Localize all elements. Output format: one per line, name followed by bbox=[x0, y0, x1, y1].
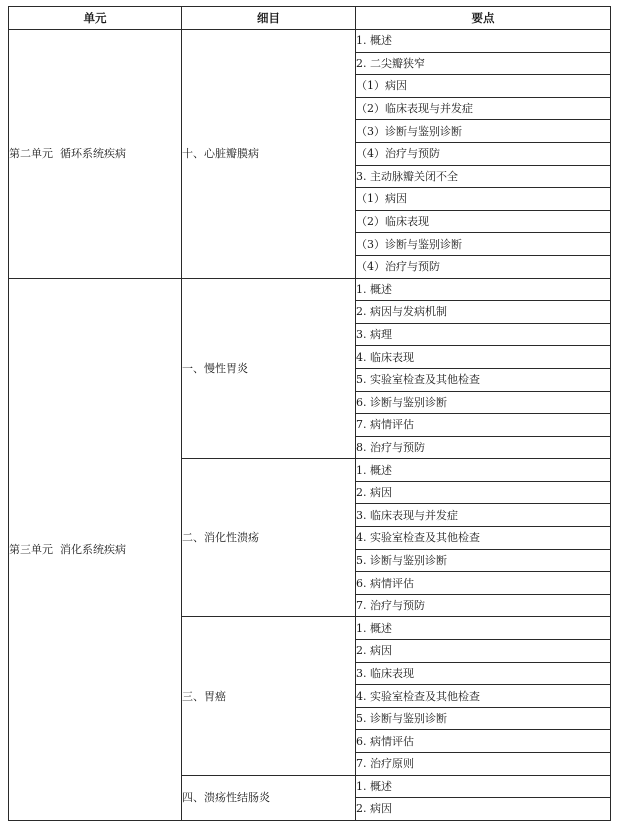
point-cell: 2. 病因 bbox=[356, 481, 611, 504]
point-cell: 2. 病因 bbox=[356, 798, 611, 821]
point-cell: 1. 概述 bbox=[356, 775, 611, 798]
point-cell: 7. 治疗与预防 bbox=[356, 594, 611, 617]
unit-cell bbox=[9, 30, 182, 279]
header-unit: 单元 bbox=[9, 7, 182, 30]
point-cell: 1. 概述 bbox=[356, 459, 611, 482]
point-cell: 6. 病情评估 bbox=[356, 730, 611, 753]
syllabus-table bbox=[8, 6, 611, 821]
point-cell: （3）诊断与鉴别诊断 bbox=[356, 233, 611, 256]
point-cell: 4. 实验室检查及其他检查 bbox=[356, 685, 611, 708]
table-body bbox=[9, 30, 611, 821]
point-cell: 1. 概述 bbox=[356, 278, 611, 301]
detail-cell: 四、溃疡性结肠炎 bbox=[182, 775, 356, 820]
point-cell: 3. 临床表现 bbox=[356, 662, 611, 685]
point-cell: 5. 诊断与鉴别诊断 bbox=[356, 549, 611, 572]
header-points: 要点 bbox=[356, 7, 611, 30]
point-cell: （1）病因 bbox=[356, 188, 611, 211]
table-row bbox=[9, 30, 611, 53]
detail-cell: 二、消化性溃疡 bbox=[182, 459, 356, 617]
point-cell: 1. 概述 bbox=[356, 617, 611, 640]
point-cell: 5. 诊断与鉴别诊断 bbox=[356, 707, 611, 730]
detail-cell: 一、慢性胃炎 bbox=[182, 278, 356, 459]
point-cell: （4）治疗与预防 bbox=[356, 142, 611, 165]
detail-cell: 十、心脏瓣膜病 bbox=[182, 30, 356, 279]
point-cell: （1）病因 bbox=[356, 75, 611, 98]
detail-cell: 三、胃癌 bbox=[182, 617, 356, 775]
point-cell: （2）临床表现与并发症 bbox=[356, 97, 611, 120]
point-cell: 2. 病因与发病机制 bbox=[356, 301, 611, 324]
point-cell: （2）临床表现 bbox=[356, 210, 611, 233]
point-cell: 6. 诊断与鉴别诊断 bbox=[356, 391, 611, 414]
point-cell: （4）治疗与预防 bbox=[356, 255, 611, 278]
table-row bbox=[9, 278, 611, 301]
point-cell: 7. 治疗原则 bbox=[356, 753, 611, 776]
point-cell: 3. 病理 bbox=[356, 323, 611, 346]
point-cell: 4. 临床表现 bbox=[356, 346, 611, 369]
unit-label: 第三单元 消化系统疾病 bbox=[9, 542, 126, 556]
header-detail: 细目 bbox=[182, 7, 356, 30]
point-cell: 2. 病因 bbox=[356, 640, 611, 663]
point-cell: 3. 临床表现与并发症 bbox=[356, 504, 611, 527]
point-cell: 7. 病情评估 bbox=[356, 414, 611, 437]
unit-label: 第二单元 循环系统疾病 bbox=[9, 147, 126, 161]
point-cell: 3. 主动脉瓣关闭不全 bbox=[356, 165, 611, 188]
point-cell: 8. 治疗与预防 bbox=[356, 436, 611, 459]
point-cell: 2. 二尖瓣狭窄 bbox=[356, 52, 611, 75]
point-cell: 1. 概述 bbox=[356, 30, 611, 53]
unit-cell bbox=[9, 278, 182, 820]
point-cell: （3）诊断与鉴别诊断 bbox=[356, 120, 611, 143]
point-cell: 5. 实验室检查及其他检查 bbox=[356, 368, 611, 391]
point-cell: 6. 病情评估 bbox=[356, 572, 611, 595]
point-cell: 4. 实验室检查及其他检查 bbox=[356, 527, 611, 550]
table-header-row bbox=[9, 7, 611, 30]
